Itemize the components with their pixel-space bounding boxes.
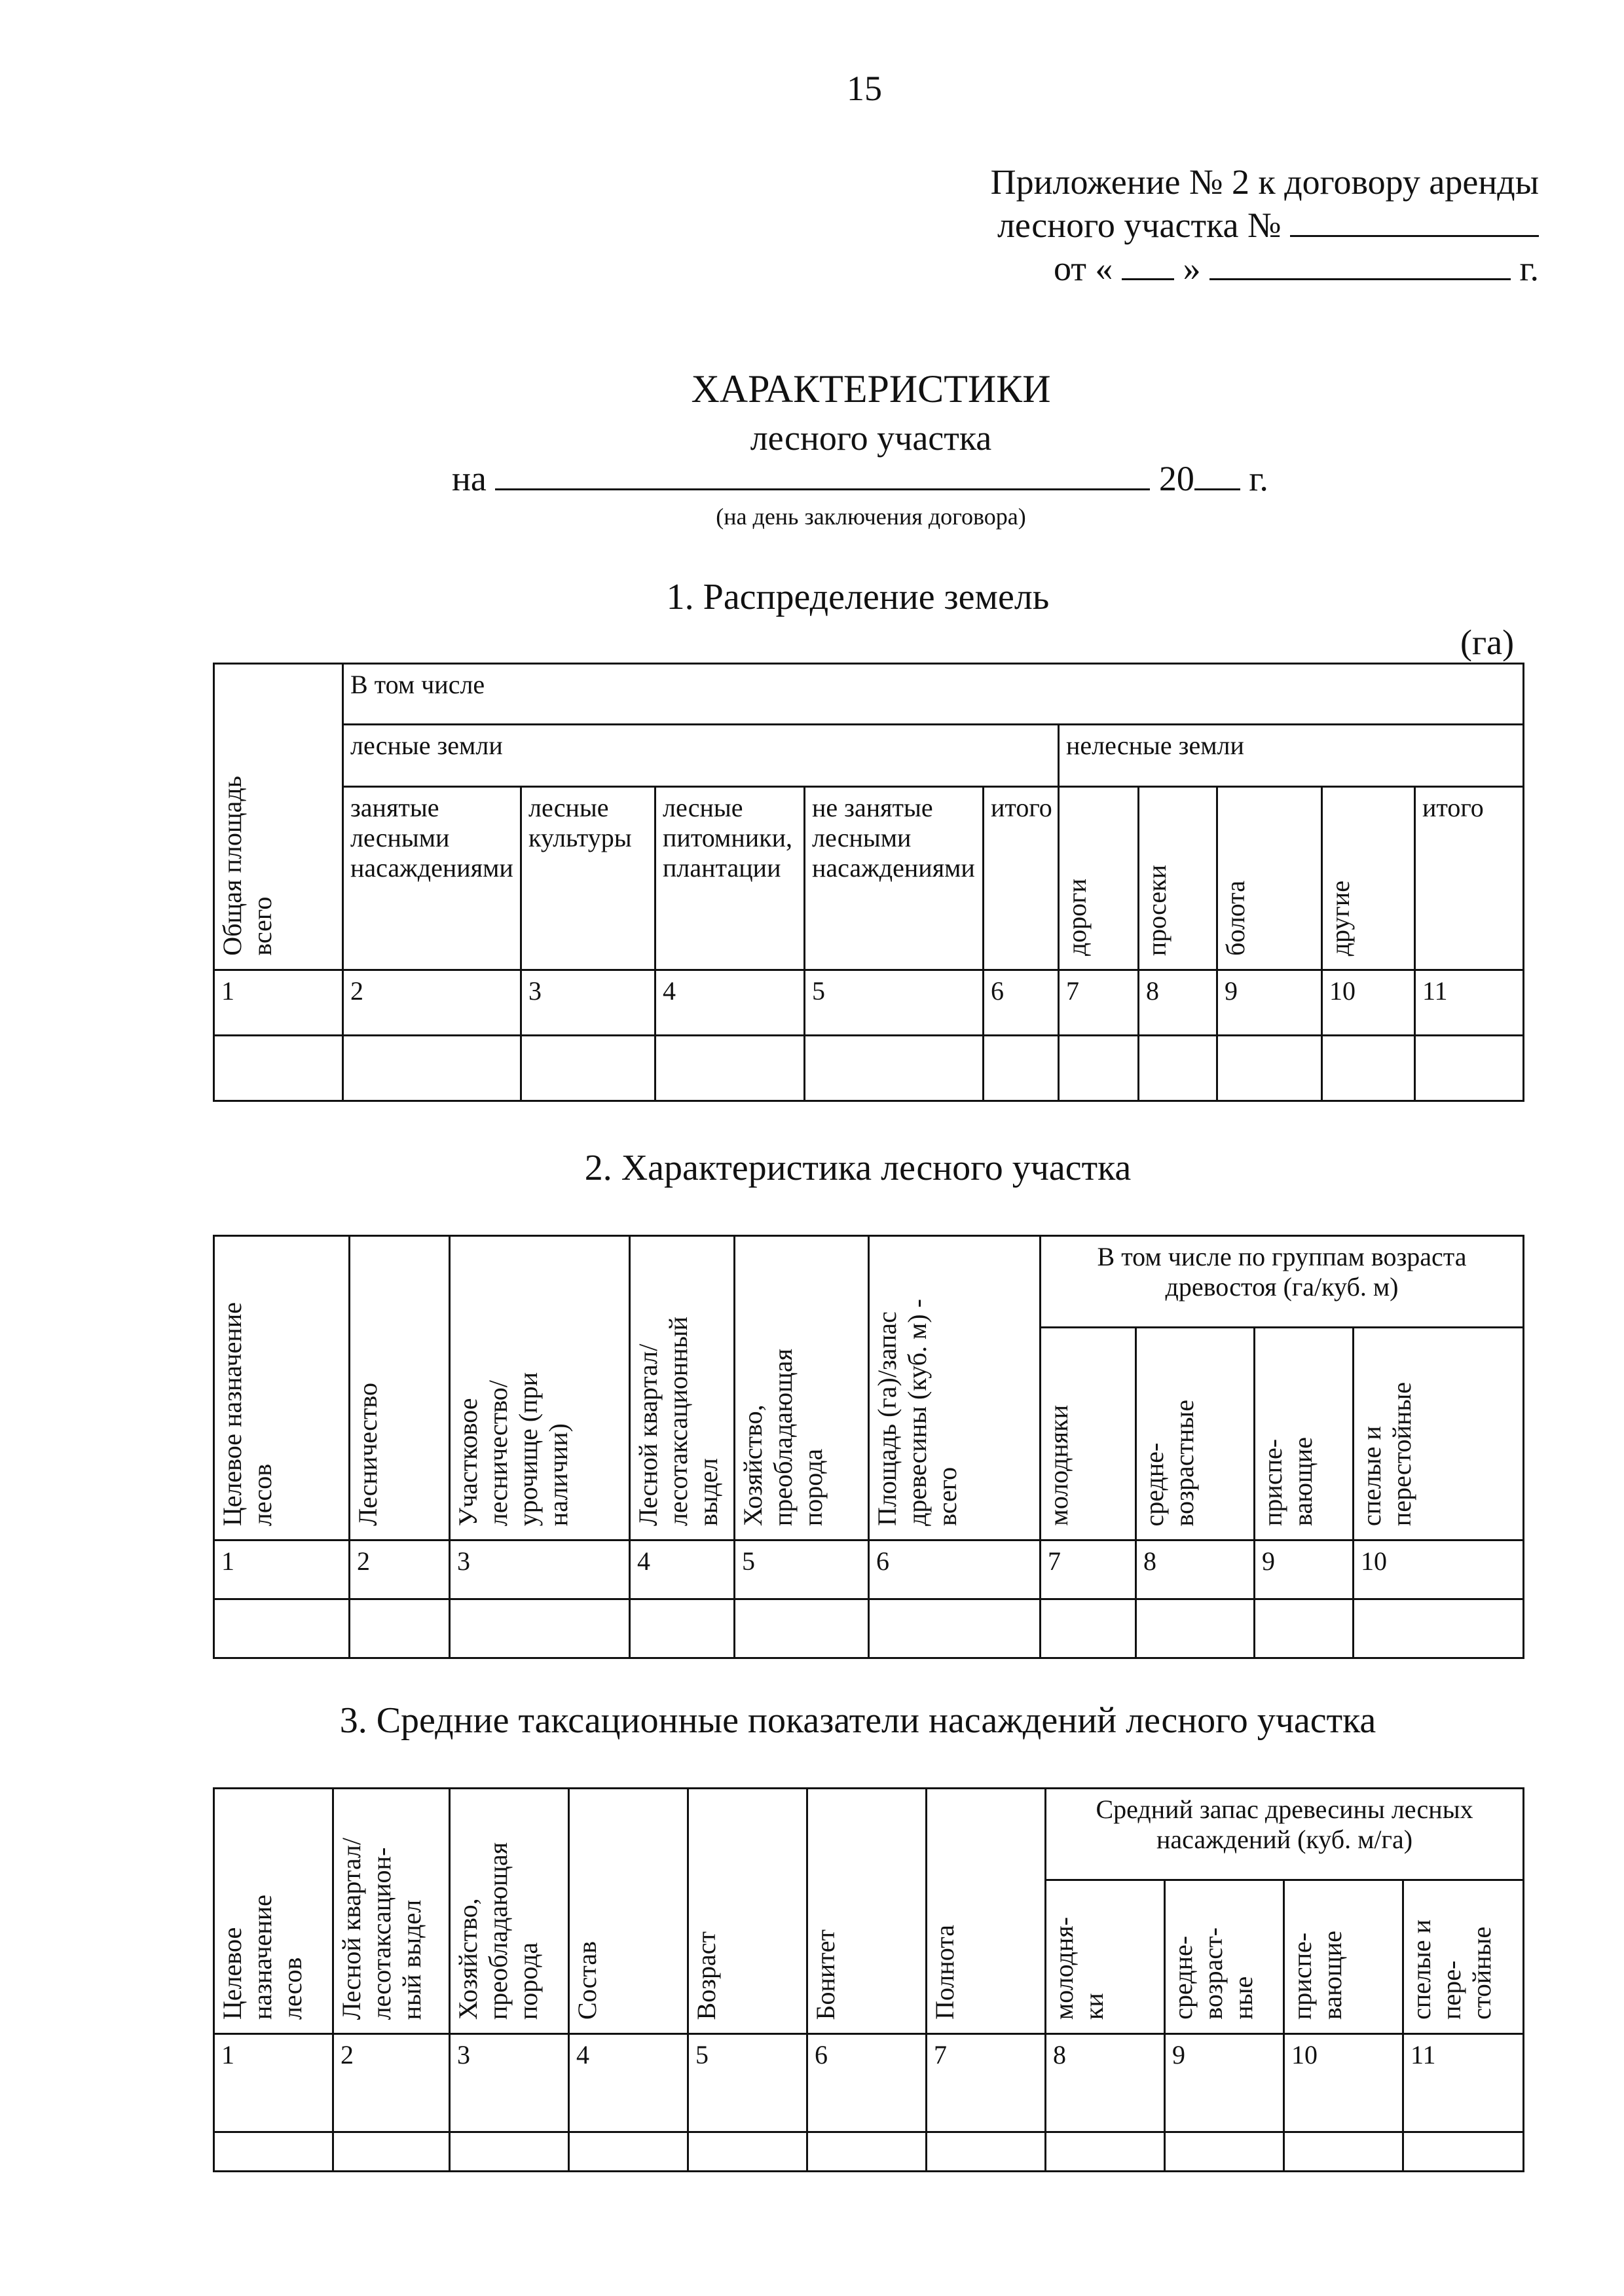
date-line	[452, 458, 1268, 499]
header-district-forestry: Участковое лесничество/ урочище (при наличии)	[450, 1236, 630, 1540]
date-field	[495, 458, 1150, 490]
header-clearings: просеки	[1139, 787, 1217, 970]
col-number: 4	[630, 1540, 735, 1599]
col-number: 7	[927, 2034, 1046, 2132]
col-number: 8	[1136, 1540, 1255, 1599]
col-number: 7	[1041, 1540, 1136, 1599]
header-forest-occupied: занятые лесными насаждениями	[343, 787, 521, 970]
header-swamps: болота	[1217, 787, 1322, 970]
col-number: 10	[1284, 2034, 1403, 2132]
col-number: 5	[688, 2034, 807, 2132]
header-forest-lands: лесные земли	[343, 725, 1059, 787]
col-number: 2	[350, 1540, 450, 1599]
header-age: Возраст	[688, 1789, 807, 2034]
header-forest-total: итого	[984, 787, 1059, 970]
col-number: 6	[869, 1540, 1041, 1599]
appendix-line-3	[858, 247, 1539, 290]
header-premature: приспе- вающие	[1255, 1328, 1354, 1540]
date-suffix: г.	[1249, 459, 1268, 498]
section-1-title: 1. Распределение земель	[666, 577, 1050, 617]
col-number: 4	[655, 970, 805, 1036]
appendix-block	[858, 160, 1539, 290]
empty-row	[214, 2132, 1524, 2172]
col-number: 8	[1046, 2034, 1165, 2132]
page-number: 15	[847, 69, 882, 108]
header-bonitet: Бонитет	[807, 1789, 927, 2034]
date-prefix: на	[452, 459, 487, 498]
col-number: 9	[1217, 970, 1322, 1036]
header-economy-species: Хозяйство, преобладающая порода	[735, 1236, 869, 1540]
header-average-stock: Средний запас древесины лесных насаждений (куб. м/га)	[1046, 1789, 1524, 1880]
taxation-indicators-table	[213, 1787, 1524, 2172]
section-3-title: 3. Средние таксационные показатели насаждений лесного участка	[339, 1700, 1376, 1741]
col-number: 3	[521, 970, 655, 1036]
header-purpose: Целевое назначение лесов	[214, 1789, 333, 2034]
header-young: молодняки	[1041, 1328, 1136, 1540]
plot-characteristics-table	[213, 1235, 1524, 1659]
col-number: 5	[735, 1540, 869, 1599]
col-number: 1	[214, 1540, 350, 1599]
col-number: 11	[1403, 2034, 1524, 2132]
col-number: 3	[450, 2034, 569, 2132]
header-forest-cultures: лесные культуры	[521, 787, 655, 970]
day-field	[1122, 248, 1174, 280]
col-number: 1	[214, 970, 343, 1036]
header-roads: дороги	[1059, 787, 1139, 970]
doc-subtitle: лесного участка	[750, 418, 992, 458]
appendix-line-2	[858, 204, 1539, 247]
month-year-field	[1209, 248, 1511, 280]
land-distribution-table	[213, 663, 1524, 1102]
col-number: 1	[214, 2034, 333, 2132]
header-premature: приспе- вающие	[1284, 1880, 1403, 2034]
col-number: 2	[343, 970, 521, 1036]
header-area-stock: Площадь (га)/запас древесины (куб. м) - всего	[869, 1236, 1041, 1540]
empty-row	[214, 1599, 1524, 1658]
header-economy-species: Хозяйство, преобладающая порода	[450, 1789, 569, 2034]
header-middle-aged: средне- возрастные	[1136, 1328, 1255, 1540]
header-other: другие	[1322, 787, 1415, 970]
header-young: молодня- ки	[1046, 1880, 1165, 2034]
header-nonforest-total: итого	[1415, 787, 1524, 970]
col-number: 3	[450, 1540, 630, 1599]
year-field	[1194, 458, 1240, 490]
header-forest-unoccupied: не занятые лесными насаждениями	[805, 787, 984, 970]
unit-label: (га)	[1460, 623, 1515, 662]
col-number: 2	[333, 2034, 450, 2132]
appendix-from-label: от «	[1054, 249, 1113, 288]
header-composition: Состав	[569, 1789, 688, 2034]
col-number: 5	[805, 970, 984, 1036]
header-mature: спелые и пере- стойные	[1403, 1880, 1524, 2034]
header-total-area: Общая площадь всего	[214, 664, 343, 970]
header-nonforest-lands: нелесные земли	[1059, 725, 1524, 787]
col-number: 9	[1165, 2034, 1284, 2132]
section-2-title: 2. Характеристика лесного участка	[584, 1148, 1132, 1188]
header-quarter: Лесной квартал/ лесотаксацион- ный выдел	[333, 1789, 450, 2034]
header-forestry: Лесничество	[350, 1236, 450, 1540]
col-number: 8	[1139, 970, 1217, 1036]
header-forest-nurseries: лесные питомники, плантации	[655, 787, 805, 970]
col-number: 10	[1354, 1540, 1524, 1599]
col-number: 10	[1322, 970, 1415, 1036]
col-number: 6	[984, 970, 1059, 1036]
appendix-quote-close: »	[1183, 249, 1201, 288]
col-number: 7	[1059, 970, 1139, 1036]
header-purpose: Целевое назначение лесов	[214, 1236, 350, 1540]
date-hint: (на день заключения договора)	[716, 503, 1026, 530]
date-year: 20	[1158, 459, 1194, 498]
col-number: 9	[1255, 1540, 1354, 1599]
col-number: 11	[1415, 970, 1524, 1036]
header-mature: спелые и перестойные	[1354, 1328, 1524, 1540]
col-number: 6	[807, 2034, 927, 2132]
appendix-year-suffix: г.	[1519, 249, 1539, 288]
col-number: 4	[569, 2034, 688, 2132]
header-age-groups: В том числе по группам возраста древостоя (га/куб. м)	[1041, 1236, 1524, 1328]
appendix-line-1: Приложение № 2 к договору аренды	[990, 162, 1539, 202]
appendix-line-2-text: лесного участка №	[997, 206, 1282, 245]
doc-title: ХАРАКТЕРИСТИКИ	[691, 367, 1051, 410]
header-quarter: Лесной квартал/ лесотаксационный выдел	[630, 1236, 735, 1540]
contract-number-field	[1290, 205, 1539, 237]
empty-row	[214, 1036, 1524, 1101]
header-middle-aged: средне- возраст- ные	[1165, 1880, 1284, 2034]
header-density: Полнота	[927, 1789, 1046, 2034]
header-including: В том числе	[343, 664, 1524, 725]
